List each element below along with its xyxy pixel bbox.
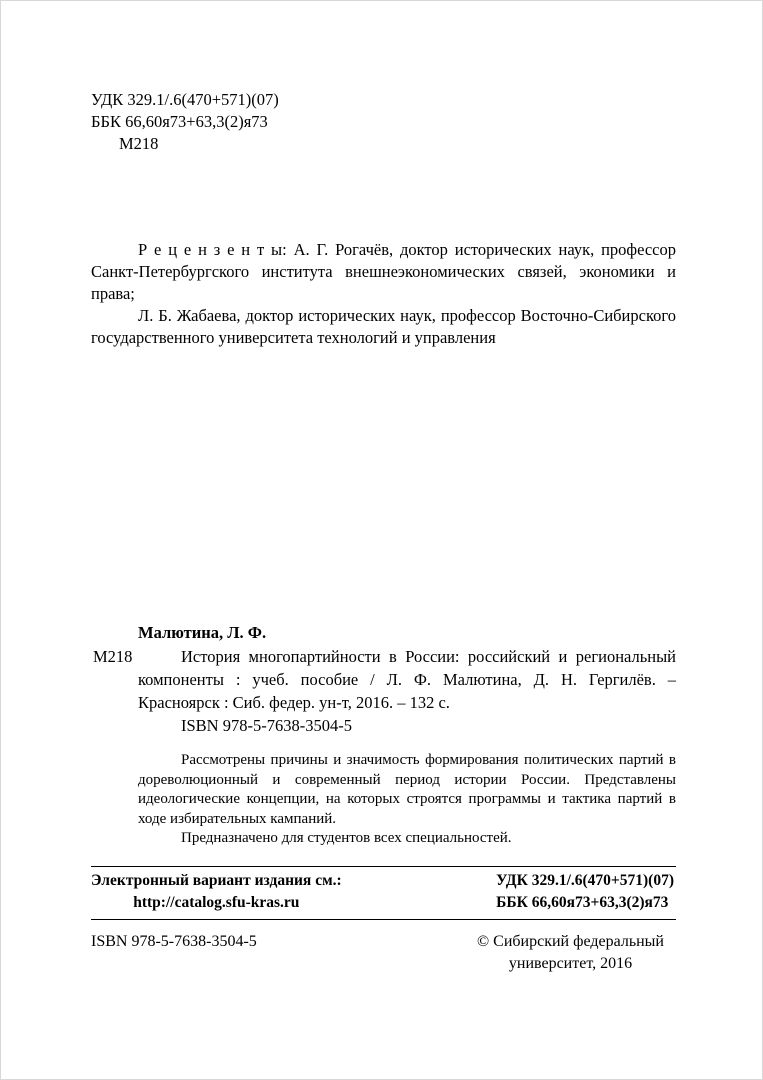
footer-classification [496,870,676,914]
footer-udk-line: УДК 329.1/.6(470+571)(07) [496,871,674,889]
footer-bbk-line: ББК 66,60я73+63,3(2)я73 [496,893,669,911]
entry-code: М218 [93,647,133,666]
bottom-isbn: ISBN 978-5-7638-3504-5 [91,932,257,950]
udk-line: УДК 329.1/.6(470+571)(07) [91,90,279,109]
isbn-line: ISBN 978-5-7638-3504-5 [181,716,352,735]
reviewer-paragraph-2: Л. Б. Жабаева, доктор исторических наук, профессор Восточно-Сибирского государственного университета технологий и управления [91,306,676,347]
footer-imprint-row [91,867,676,919]
reviewer-paragraph-1: Р е ц е н з е н т ы: А. Г. Рогачёв, доктор исторических наук, профессор Санкт-Петербургского института внешнеэкономических связей, экономики и права; [91,240,676,303]
entry-text: История многопартийности в России: российский и региональный компоненты : учеб. пособие / Л. Ф. Малютина, Д. Н. Гергилёв. – Красноярск : Сиб. федер. ун-т, 2016. – 132 с. [138,647,676,712]
bibliographic-block [91,621,676,737]
reviewers-block [91,239,676,349]
abstract-paragraph-1: Рассмотрены причины и значимость формирования политических партий в дореволюционный и современный период истории России. Представлены идеологические концепции, на которых строятся программы и тактика партий в ходе избирательных кампаний. [138,752,676,827]
isbn-copyright-row [91,931,676,975]
copyright-line-1: © Сибирский федеральный [477,932,664,950]
copyright-notice [477,931,676,975]
copyright-line-2: университет, 2016 [508,954,633,972]
electronic-edition-title: Электронный вариант издания см.: [91,871,342,889]
electronic-edition-url: http://catalog.sfu-kras.ru [133,893,300,911]
footer-bottom-rule [91,919,676,920]
abstract-block [138,751,676,849]
bbk-line: ББК 66,60я73+63,3(2)я73 [91,112,268,131]
author-heading: Малютина, Л. Ф. [138,623,267,642]
bibliographic-entry [93,645,676,714]
electronic-edition-note [91,870,342,914]
abstract-paragraph-2: Предназначено для студентов всех специальностей. [181,830,512,846]
author-sign-code: М218 [119,134,159,153]
classification-block [91,89,676,155]
